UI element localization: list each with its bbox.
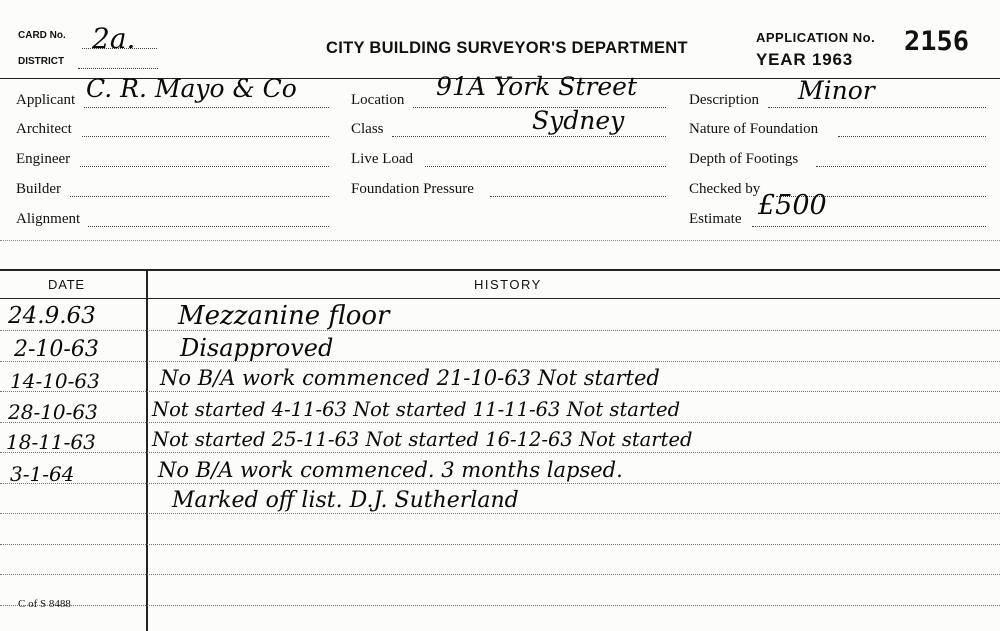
- ruled-line: [0, 483, 1000, 484]
- estimate-line: [752, 226, 986, 227]
- class-line: [392, 136, 666, 137]
- checked-by-label: Checked by: [689, 181, 761, 197]
- district-label: DISTRICT: [18, 56, 65, 67]
- row-history: Not started 25-11-63 Not started 16-12-63 Not started: [152, 428, 693, 451]
- ruled-line: [0, 452, 1000, 453]
- location-label: Location: [351, 92, 405, 108]
- row-history: Disapproved: [180, 334, 334, 362]
- card-no-label: CARD No.: [18, 30, 66, 41]
- nature-of-foundation-label: Nature of Foundation: [689, 121, 819, 137]
- alignment-line: [88, 226, 329, 227]
- ruled-line: [0, 513, 1000, 514]
- ruled-line: [0, 391, 1000, 392]
- ruled-line: [0, 330, 1000, 331]
- ruled-line: [0, 544, 1000, 545]
- application-label: APPLICATION No.: [756, 30, 876, 45]
- date-column-divider: [146, 270, 148, 631]
- location-value-line1: 91A York Street: [436, 72, 638, 101]
- ruled-line: [0, 422, 1000, 423]
- engineer-label: Engineer: [16, 151, 71, 167]
- description-line: [768, 107, 986, 108]
- ruled-line: [0, 361, 1000, 362]
- estimate-label: Estimate: [689, 211, 742, 227]
- row-history: Mezzanine floor: [178, 301, 390, 331]
- location-line: [413, 107, 666, 108]
- department-title: CITY BUILDING SURVEYOR'S DEPARTMENT: [326, 39, 688, 57]
- date-header: DATE: [48, 277, 85, 292]
- location-value-line2: Sydney: [532, 106, 625, 135]
- alignment-label: Alignment: [16, 211, 81, 227]
- row-history: No B/A work commenced 21-10-63 Not started: [160, 366, 660, 390]
- architect-line: [82, 136, 329, 137]
- applicant-line: [84, 107, 329, 108]
- row-date: 3-1-64: [10, 462, 75, 486]
- live-load-label: Live Load: [351, 151, 414, 167]
- live-load-line: [425, 166, 666, 167]
- table-header-rule: [0, 298, 1000, 299]
- district-line: [78, 68, 158, 69]
- applicant-value: C. R. Mayo & Co: [86, 74, 297, 103]
- description-value: Minor: [798, 76, 875, 105]
- engineer-line: [80, 166, 329, 167]
- applicant-label: Applicant: [16, 92, 76, 108]
- card-no-value: 2a.: [92, 22, 136, 55]
- depth-of-footings-line: [816, 166, 986, 167]
- row-date: 28-10-63: [8, 400, 98, 424]
- fields-bottom-rule: [0, 240, 1000, 241]
- row-date: 24.9.63: [8, 303, 96, 329]
- nature-of-foundation-line: [838, 136, 986, 137]
- year-label: YEAR 1963: [756, 50, 853, 69]
- row-history: Marked off list. D.J. Sutherland: [172, 488, 519, 513]
- ruled-line: [0, 574, 1000, 575]
- foundation-pressure-label: Foundation Pressure: [351, 181, 474, 197]
- foundation-pressure-line: [490, 196, 666, 197]
- row-date: 2-10-63: [14, 337, 99, 362]
- estimate-value: £500: [758, 190, 827, 221]
- row-date: 18-11-63: [6, 430, 96, 454]
- builder-line: [70, 196, 329, 197]
- table-top-rule: [0, 269, 1000, 271]
- card-no-line: [82, 48, 157, 49]
- history-header: HISTORY: [474, 277, 542, 292]
- application-number: 2156: [904, 26, 970, 57]
- row-history: No B/A work commenced. 3 months lapsed.: [158, 458, 623, 482]
- architect-label: Architect: [16, 121, 72, 137]
- builder-label: Builder: [16, 181, 61, 197]
- ruled-line: [0, 605, 1000, 606]
- class-label: Class: [351, 121, 384, 137]
- depth-of-footings-label: Depth of Footings: [689, 151, 799, 167]
- row-history: Not started 4-11-63 Not started 11-11-63 Not started: [152, 398, 681, 421]
- description-label: Description: [689, 92, 759, 108]
- form-code: C of S 8488: [18, 598, 71, 610]
- row-date: 14-10-63: [10, 369, 100, 393]
